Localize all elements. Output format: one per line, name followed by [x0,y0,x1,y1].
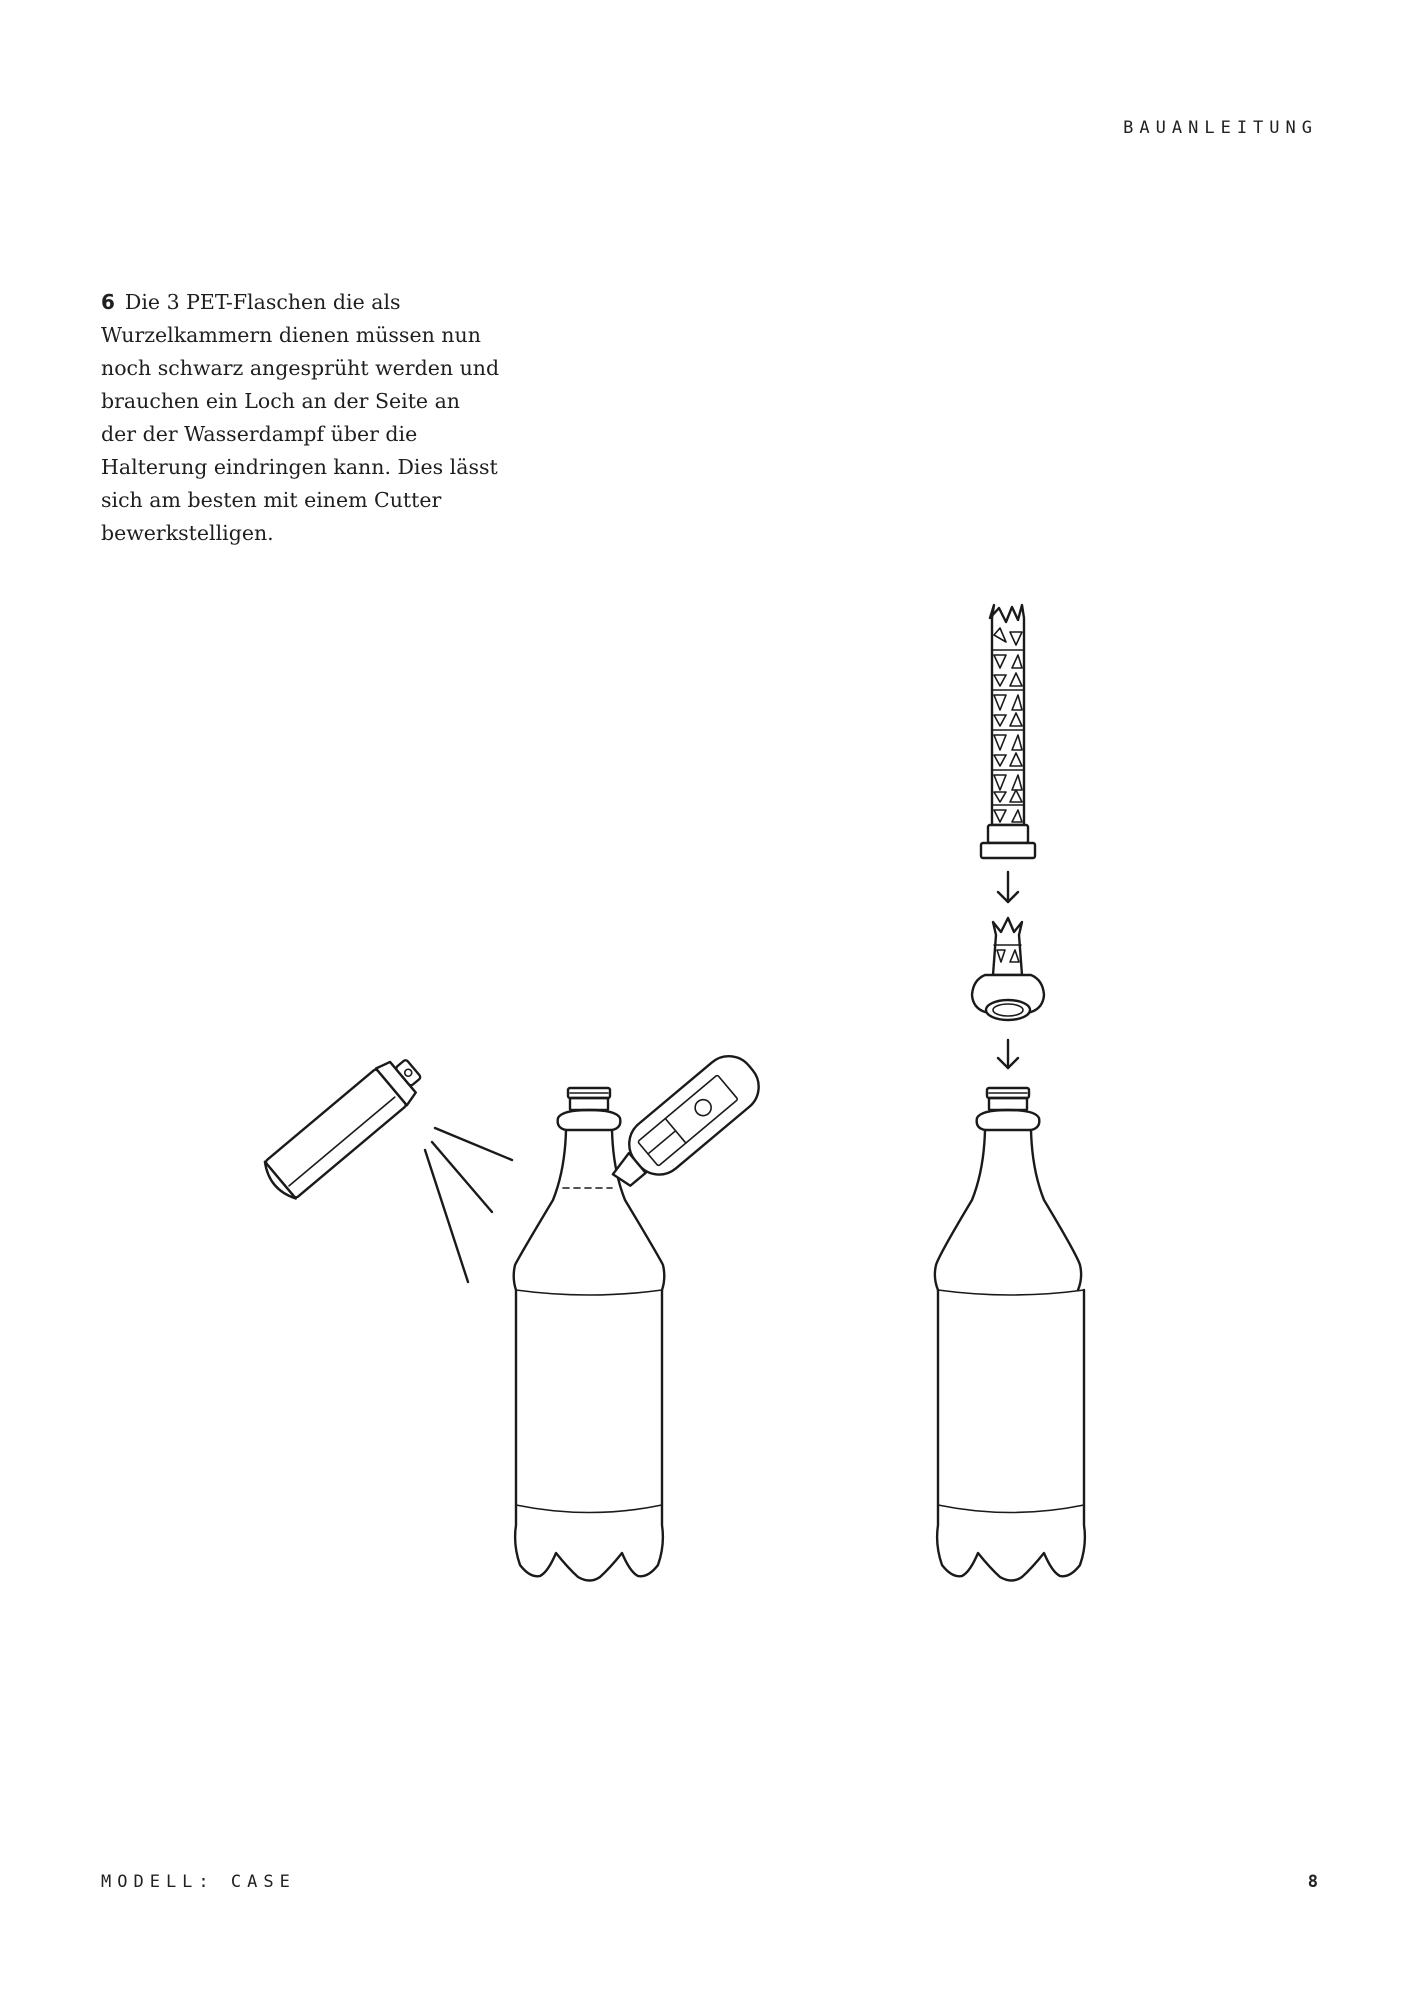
spray-lines [425,1128,512,1282]
step-number: 6 [101,290,115,314]
bottle-icon [935,1088,1085,1581]
model-label: MODELL: CASE [101,1872,296,1892]
arrow-down-icon [998,872,1018,902]
spray-can-icon [259,1050,429,1203]
cutter-knife-icon [599,1046,770,1202]
arrow-down-icon [998,1040,1018,1068]
running-header: BAUANLEITUNG [1123,118,1318,138]
page-number: 8 [1307,1872,1318,1892]
step-body: Die 3 PET-Flaschen die als Wurzelkammern dienen müssen nun noch schwarz angesprüht werden und brauchen ein Loch an der Seite an der der Wasserdampf über die Halterung eindringen kann. Dies lässt sich am besten mit einem Cutter bewerkstelligen. [101,290,500,545]
holder-stick-icon [981,605,1035,858]
cap-adapter-icon [972,918,1044,1020]
